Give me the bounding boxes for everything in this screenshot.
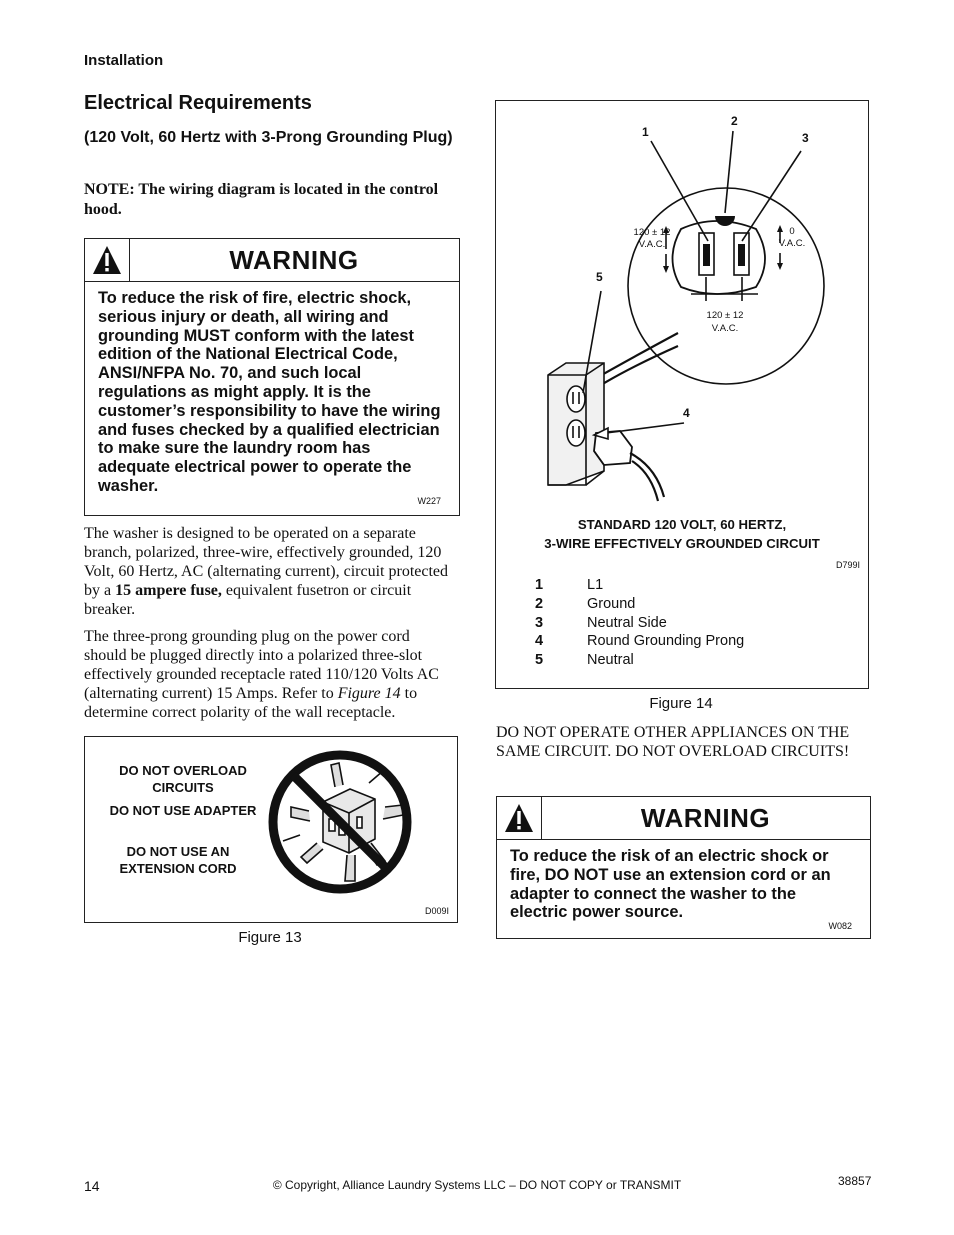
caution-text: DO NOT OPERATE OTHER APPLIANCES ON THE SAME CIRCUIT. DO NOT OVERLOAD CIRCUITS!: [496, 724, 850, 760]
figure-14: [495, 100, 869, 689]
paragraph-text: equivalent fusetron or circuit breaker.: [84, 582, 412, 618]
warning-icon-cell: [85, 239, 130, 281]
circuit-title-line2: 3-WIRE EFFECTIVELY GROUNDED CIRCUIT: [544, 536, 820, 551]
callout-5: 5: [596, 270, 603, 284]
warning-header: [85, 239, 459, 282]
figure-14-caption: Figure 14: [649, 695, 713, 712]
warning-box-extension-cord: [496, 796, 871, 939]
legend-label: Neutral: [587, 652, 634, 668]
figure-reference: Figure 14: [337, 685, 401, 702]
figure-13: [84, 736, 458, 923]
figure-code: D009I: [424, 906, 449, 916]
legend-label: L1: [587, 577, 604, 593]
warning-title: WARNING: [229, 244, 359, 275]
voltage-left-value: 120 ± 12: [633, 227, 671, 238]
circuit-title-line1: STANDARD 120 VOLT, 60 HERTZ,: [577, 517, 787, 532]
label-do-not-overload: DO NOT OVERLOAD CIRCUITS: [119, 763, 247, 795]
legend-number: 2: [535, 596, 544, 612]
warning-icon-cell: [497, 797, 542, 839]
page-subtitle: (120 Volt, 60 Hertz with 3-Prong Grounding Plug): [84, 129, 453, 146]
paragraph-text: The three-prong grounding plug on the power cord should be plugged directly into a polarized three-slot effectively grounded receptacle rated 110/120 Volts AC (alternating current) 15 Amps. Refer to: [84, 628, 439, 702]
warning-title: WARNING: [640, 802, 771, 833]
label-no-extension-cord: DO NOT USE AN EXTENSION CORD: [119, 844, 237, 876]
paragraph-text: to determine correct polarity of the wall receptacle.: [84, 685, 418, 721]
callout-4: 4: [683, 406, 690, 420]
document-number: 38857: [838, 1174, 872, 1188]
voltage-bottom-value: 120 ± 12: [706, 310, 744, 321]
voltage-left-unit: V.A.C.: [638, 239, 666, 250]
legend-number: 3: [535, 615, 544, 631]
legend-number: 4: [535, 633, 544, 649]
voltage-right-unit: V.A.C.: [778, 238, 806, 249]
voltage-right-value: 0: [789, 226, 795, 237]
legend-label: Round Grounding Prong: [587, 633, 745, 649]
figure-code: D799I: [835, 560, 860, 570]
page-title: Electrical Requirements: [84, 92, 312, 114]
callout-1: 1: [642, 125, 649, 139]
prohibited-adapter-icon: [265, 747, 415, 897]
warning-body: To reduce the risk of an electric shock or fire, DO NOT use an extension cord or an adapter to connect the washer to the electric power source.: [510, 847, 831, 922]
circuit-requirements-paragraph: [84, 524, 456, 619]
wiring-note: NOTE: The wiring diagram is located in the control hood.: [84, 181, 439, 218]
warning-box-fire-shock: [84, 238, 460, 516]
callout-2: 2: [731, 114, 738, 128]
warning-header: [497, 797, 870, 840]
legend-label: Neutral Side: [587, 615, 667, 631]
legend-label: Ground: [587, 596, 636, 612]
exclamation-triangle-icon: [92, 245, 122, 275]
voltage-bottom-unit: V.A.C.: [711, 323, 739, 334]
figure-13-caption: Figure 13: [238, 929, 302, 946]
page-number: 14: [84, 1178, 100, 1194]
warning-code: W082: [828, 921, 852, 931]
paragraph-text: The washer is designed to be operated on a separate branch, polarized, three-wire, effectively grounded, 120 Volt, 60 Hertz, AC (alternating current), circuit protected by a: [84, 525, 449, 599]
grounding-plug-paragraph: [84, 627, 456, 722]
section-label: Installation: [84, 52, 164, 69]
warning-body: To reduce the risk of fire, electric shock, serious injury or death, all wiring and grounding MUST conform with the latest edition of the National Electrical Code, ANSI/NFPA No. 70, and such local regulations as might apply. It is the customer’s responsibility to have the wiring and fuses checked by a qualified electrician to make sure the laundry room has adequate electrical power to operate the washer.: [98, 289, 441, 495]
exclamation-triangle-icon: [504, 803, 534, 833]
copyright-notice: © Copyright, Alliance Laundry Systems LLC – DO NOT COPY or TRANSMIT: [272, 1178, 682, 1192]
warning-code: W227: [417, 496, 441, 506]
fuse-rating: 15 ampere fuse,: [115, 582, 222, 599]
legend-number: 5: [535, 652, 544, 668]
label-do-not-use-adapter: DO NOT USE ADAPTER: [109, 803, 257, 818]
wall-receptacle-icon: [496, 101, 868, 506]
callout-3: 3: [802, 131, 809, 145]
legend-number: 1: [535, 577, 544, 593]
circuit-title: [496, 515, 868, 553]
